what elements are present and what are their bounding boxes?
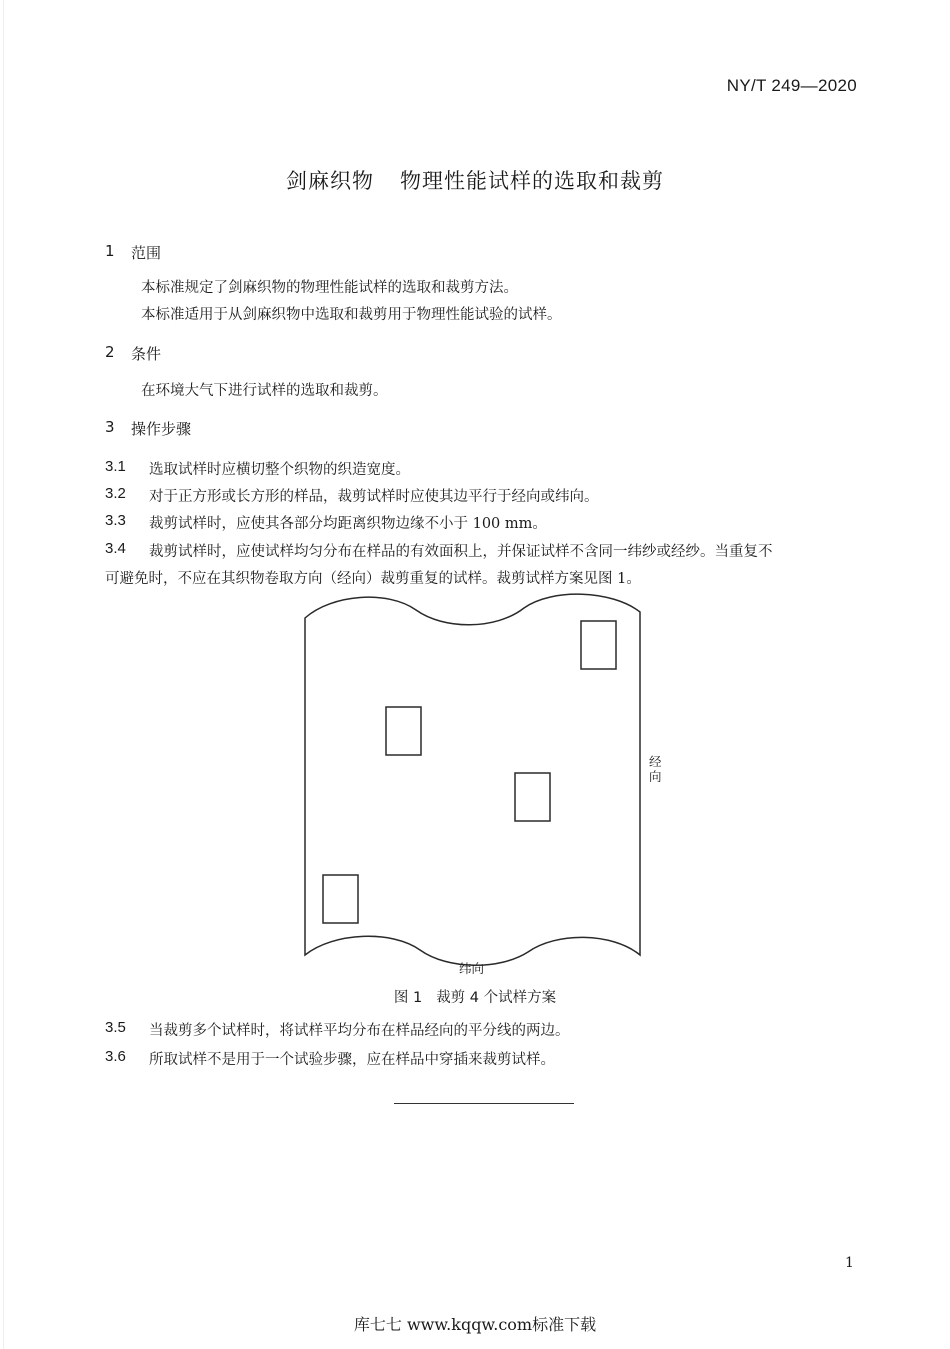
clause-3-3-number: 3.3 (105, 512, 126, 529)
section-3-title: 操作步骤 (131, 420, 192, 438)
section-3-number: 3 (105, 418, 115, 436)
title-part-2: 物理性能试样的选取和裁剪 (400, 169, 664, 193)
specimen-rect-4 (323, 875, 358, 923)
scope-paragraph-1: 本标准规定了剑麻织物的物理性能试样的选取和裁剪方法。 (141, 280, 518, 296)
clause-3-2-text: 对于正方形或长方形的样品，裁剪试样时应使其边平行于经向或纬向。 (149, 489, 599, 505)
clause-3-3-text: 裁剪试样时，应使其各部分均距离织物边缘不小于 100 mm。 (149, 516, 547, 532)
figure-caption (0, 986, 950, 1007)
download-footer: 库七七 www.kqqw.com标准下载 (353, 1315, 597, 1334)
conditions-paragraph: 在环境大气下进行试样的选取和裁剪。 (141, 383, 388, 399)
specimen-rect-2 (386, 707, 421, 755)
clause-3-4-text: 裁剪试样时，应使试样均匀分布在样品的有效面积上，并保证试样不含同一纬纱或经纱。当重复不 (149, 544, 773, 560)
clause-3-1-number: 3.1 (105, 458, 126, 475)
figure-caption-number: 图 1 (393, 990, 423, 1006)
scope-paragraph-2: 本标准适用于从剑麻织物中选取和裁剪用于物理性能试验的试样。 (141, 307, 562, 323)
figure-caption-text: 裁剪 4 个试样方案 (436, 990, 557, 1006)
warp-label-1: 经 (649, 754, 662, 769)
clause-3-6-text: 所取试样不是用于一个试验步骤，应在样品中穿插来裁剪试样。 (149, 1052, 555, 1068)
clause-3-1-text: 选取试样时应横切整个织物的织造宽度。 (149, 462, 410, 478)
section-1-title: 范围 (131, 244, 162, 262)
clause-3-4-number: 3.4 (105, 540, 126, 557)
section-2-number: 2 (105, 343, 115, 361)
end-of-document-line (394, 1103, 574, 1104)
title-part-1: 剑麻织物 (286, 169, 374, 193)
warp-label-2: 向 (649, 769, 662, 784)
standard-code: NY/T 249—2020 (726, 76, 857, 95)
clause-3-4-text-continued: 可避免时，不应在其织物卷取方向（经向）裁剪重复的试样。裁剪试样方案见图 1。 (105, 571, 641, 587)
specimen-rect-1 (581, 621, 616, 669)
specimen-rect-3 (515, 773, 550, 821)
clause-3-5-text: 当裁剪多个试样时，将试样平均分布在样品经向的平分线的两边。 (149, 1023, 570, 1039)
section-2-title: 条件 (131, 345, 162, 363)
section-1-number: 1 (105, 242, 115, 260)
clause-3-2-number: 3.2 (105, 485, 126, 502)
clause-3-5-number: 3.5 (105, 1019, 126, 1036)
fabric-sample-outline (305, 594, 640, 965)
page-number: 1 (845, 1255, 854, 1271)
weft-label: 纬向 (459, 961, 485, 976)
clause-3-6-number: 3.6 (105, 1048, 126, 1065)
